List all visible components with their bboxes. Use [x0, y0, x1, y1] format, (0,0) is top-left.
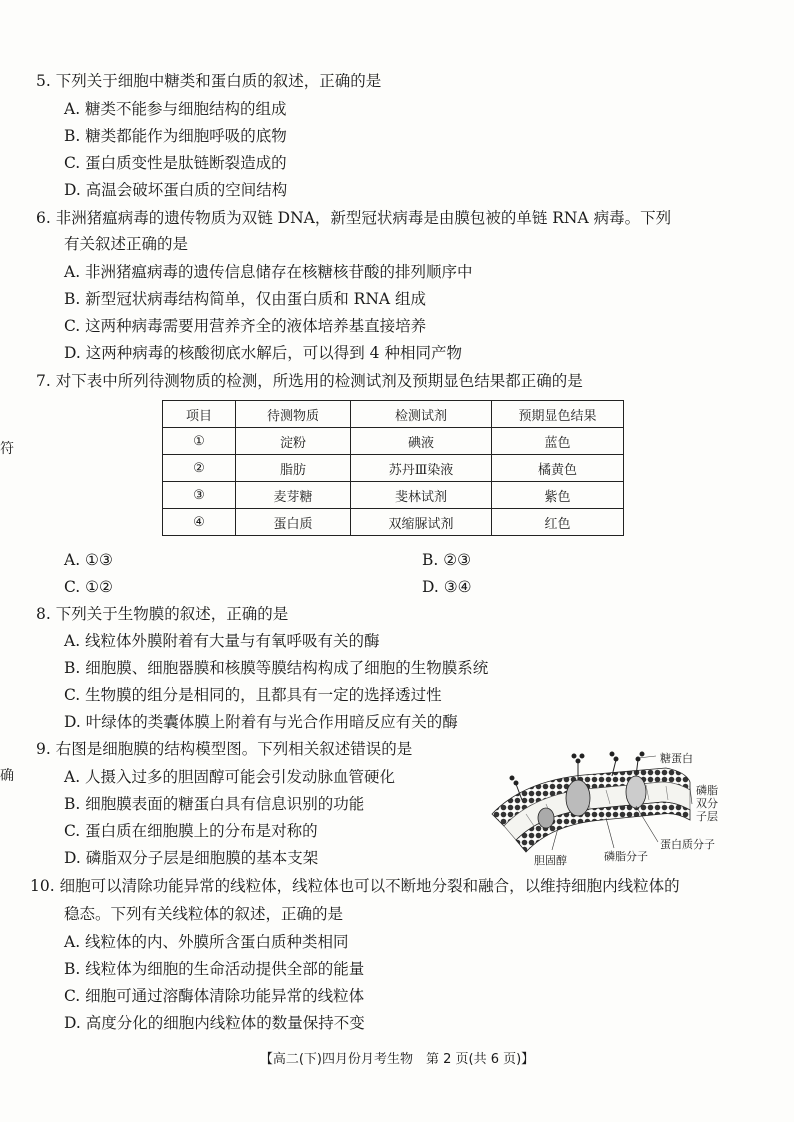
- table-row: [163, 428, 624, 455]
- q6-option-d: D. 这两种病毒的核酸彻底水解后，可以得到 4 种相同产物: [64, 344, 462, 362]
- q5-option-c: C. 蛋白质变性是肽链断裂造成的: [64, 154, 287, 172]
- figure-label-glycoprotein: 糖蛋白: [660, 752, 693, 765]
- protein-shape: [566, 780, 590, 816]
- q8-option-b: B. 细胞膜、细胞器膜和核膜等膜结构构成了细胞的生物膜系统: [64, 659, 489, 677]
- figure-label-bilayer-3: 子层: [696, 810, 718, 823]
- figure-label-cholesterol: 胆固醇: [534, 854, 567, 867]
- q8-option-c: C. 生物膜的组分是相同的，且都具有一定的选择透过性: [64, 686, 442, 704]
- q7-option-a: A. ①③: [64, 551, 113, 569]
- q10-option-c: C. 细胞可通过溶酶体清除功能异常的线粒体: [64, 987, 365, 1005]
- margin-char-top: 符: [0, 441, 14, 457]
- q7-option-d: D. ③④: [422, 578, 472, 596]
- cell-membrane-figure: [486, 748, 724, 866]
- q7-option-c: C. ①②: [64, 578, 113, 596]
- table-header: 待测物质: [236, 401, 351, 428]
- table-row: [163, 482, 624, 509]
- table-header-row: [163, 401, 624, 428]
- table-cell: 碘液: [351, 428, 492, 455]
- table-cell: ③: [163, 482, 236, 509]
- q9-option-c: C. 蛋白质在细胞膜上的分布是对称的: [64, 822, 318, 840]
- table-cell: 紫色: [492, 482, 624, 509]
- protein-shape: [626, 776, 646, 808]
- q10-option-d: D. 高度分化的细胞内线粒体的数量保持不变: [64, 1014, 365, 1032]
- q5-stem: 5. 下列关于细胞中糖类和蛋白质的叙述，正确的是: [36, 72, 382, 90]
- q5-option-a: A. 糖类不能参与细胞结构的组成: [64, 100, 287, 118]
- table-cell: 红色: [492, 509, 624, 536]
- table-cell: 脂肪: [236, 455, 351, 482]
- table-cell: 橘黄色: [492, 455, 624, 482]
- q9-option-b: B. 细胞膜表面的糖蛋白具有信息识别的功能: [64, 795, 365, 813]
- table-cell: 双缩脲试剂: [351, 509, 492, 536]
- q8-option-a: A. 线粒体外膜附着有大量与有氧呼吸有关的酶: [64, 632, 380, 650]
- table-cell: ①: [163, 428, 236, 455]
- q7-stem: 7. 对下表中所列待测物质的检测，所选用的检测试剂及预期显色结果都正确的是: [36, 372, 583, 390]
- table-cell: 苏丹Ⅲ染液: [351, 455, 492, 482]
- q6-option-c: C. 这两种病毒需要用营养齐全的液体培养基直接培养: [64, 317, 427, 335]
- q10-stem-line1: 10. 细胞可以清除功能异常的线粒体，线粒体也可以不断地分裂和融合，以维持细胞内线粒体的: [30, 877, 680, 895]
- table-cell: 蓝色: [492, 428, 624, 455]
- q6-stem-line2: 有关叙述正确的是: [64, 235, 189, 253]
- table-row: [163, 509, 624, 536]
- protein-shape: [538, 808, 554, 828]
- table-cell: 淀粉: [236, 428, 351, 455]
- figure-label-bilayer-2: 双分: [696, 797, 718, 810]
- table-cell: 蛋白质: [236, 509, 351, 536]
- page-footer: 【高二(下)四月份月考生物 第 2 页(共 6 页)】: [259, 1052, 535, 1067]
- figure-label-phospholipid: 磷脂分子: [604, 850, 648, 863]
- table-cell: ④: [163, 509, 236, 536]
- figure-label-bilayer-1: 磷脂: [696, 784, 718, 797]
- q5-option-d: D. 高温会破坏蛋白质的空间结构: [64, 181, 288, 199]
- table-header: 项目: [163, 401, 236, 428]
- q10-option-b: B. 线粒体为细胞的生命活动提供全部的能量: [64, 960, 365, 978]
- q6-option-b: B. 新型冠状病毒结构简单，仅由蛋白质和 RNA 组成: [64, 290, 427, 308]
- q7-option-b: B. ②③: [422, 551, 472, 569]
- q9-stem: 9. 右图是细胞膜的结构模型图。下列相关叙述错误的是: [36, 740, 413, 758]
- q7-table: [162, 400, 624, 536]
- q5-option-b: B. 糖类都能作为细胞呼吸的底物: [64, 127, 287, 145]
- q10-stem-line2: 稳态。下列有关线粒体的叙述，正确的是: [64, 905, 344, 923]
- q10-option-a: A. 线粒体的内、外膜所含蛋白质种类相同: [64, 933, 349, 951]
- q6-stem-line1: 6. 非洲猪瘟病毒的遗传物质为双链 DNA，新型冠状病毒是由膜包被的单链 RNA 病毒。下列: [36, 209, 672, 227]
- q9-option-a: A. 人摄入过多的胆固醇可能会引发动脉血管硬化: [64, 768, 396, 786]
- q9-option-d: D. 磷脂双分子层是细胞膜的基本支架: [64, 849, 319, 867]
- q8-option-d: D. 叶绿体的类囊体膜上附着有与光合作用暗反应有关的酶: [64, 713, 458, 731]
- table-cell: 麦芽糖: [236, 482, 351, 509]
- margin-char-bottom: 确: [0, 768, 14, 784]
- q6-option-a: A. 非洲猪瘟病毒的遗传信息储存在核糖核苷酸的排列顺序中: [64, 263, 473, 281]
- table-header: 检测试剂: [351, 401, 492, 428]
- table-cell: ②: [163, 455, 236, 482]
- table-header: 预期显色结果: [492, 401, 624, 428]
- table-cell: 斐林试剂: [351, 482, 492, 509]
- table-row: [163, 455, 624, 482]
- q8-stem: 8. 下列关于生物膜的叙述，正确的是: [36, 605, 289, 623]
- figure-label-protein: 蛋白质分子: [660, 838, 715, 851]
